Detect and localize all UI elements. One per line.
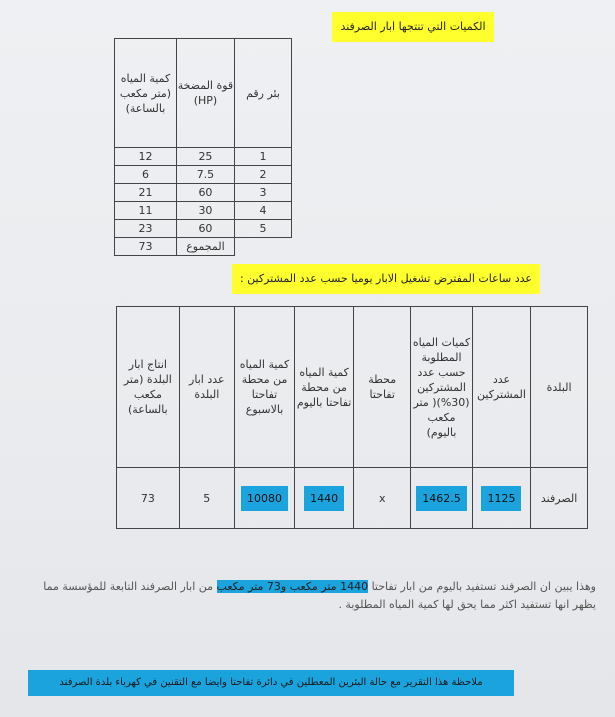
ops-cell-station: x (354, 468, 411, 529)
ops-header-well-count: عدد ابار البلدة (179, 307, 234, 468)
wells-table (114, 38, 292, 256)
paragraph-highlight: 1440 متر مكعب و73 متر مكعب (216, 580, 369, 593)
ops-cell-daily-from-station (295, 468, 354, 529)
wells-total-row (115, 238, 292, 256)
paragraph-part2: من ابار الصرفند التابعة للمؤسسة مما يظهر انها تستفيد اكثر مما يحق لها كمية المياه المطلوبة . (43, 580, 596, 611)
ops-cell-well-count: 5 (179, 468, 234, 529)
table-row (115, 166, 292, 184)
table-row (115, 184, 292, 202)
highlight-subscribers: 1125 (481, 486, 521, 511)
note-highlight (28, 670, 514, 696)
wells-header-well-number: بئر رقم (234, 39, 291, 148)
ops-header-wells-production: انتاج ابار البلدة (متر مكعب بالساعة) (117, 307, 180, 468)
operations-table (116, 306, 588, 529)
ops-cell-wells-production: 73 (117, 468, 180, 529)
section2-title: عدد ساعات المفترض تشغيل الابار يوميا حسب عدد المشتركين : (239, 272, 532, 285)
section2-title-highlight (232, 264, 540, 294)
paragraph-part1: وهذا يبين ان الصرفند تستفيد باليوم من ابار تفاحتا (368, 580, 596, 593)
wells-table-header-row (115, 39, 292, 148)
ops-header-required-water: كميات المياه المطلوبة حسب عدد المشتركين (30%)( متر مكعب باليوم) (411, 307, 472, 468)
ops-table-header-row (117, 307, 588, 468)
header-title: الكميات التي تنتجها ابار الصرفند (340, 20, 486, 33)
wells-header-water-quantity: كمية المياه (متر مكعب بالساعة) (115, 39, 177, 148)
ops-header-daily-from-station: كمية المياه من محطة تفاحتا باليوم (295, 307, 354, 468)
total-value: 73 (115, 238, 177, 256)
water-quantity: 6 (115, 166, 177, 184)
total-label: المجموع (176, 238, 234, 256)
water-quantity: 11 (115, 202, 177, 220)
table-row (115, 220, 292, 238)
table-row (115, 148, 292, 166)
water-quantity: 12 (115, 148, 177, 166)
ops-cell-weekly-from-station (234, 468, 294, 529)
pump-power: 30 (176, 202, 234, 220)
highlight-daily: 1440 (304, 486, 344, 511)
ops-cell-town: الصرفند (531, 468, 588, 529)
empty-cell (234, 238, 291, 256)
highlight-weekly: 10080 (241, 486, 288, 511)
header-title-highlight (332, 12, 494, 42)
ops-cell-required-water (411, 468, 472, 529)
ops-header-weekly-from-station: كمية المياه من محطة تفاحتا بالاسبوع (234, 307, 294, 468)
highlight-required-water: 1462.5 (416, 486, 467, 511)
note-text: ملاحظة هذا التقرير مع حالة البئرين المعطلين في دائرة تفاحتا وايضا مع التقنين في كهرباء بلدة الصرفند (59, 677, 483, 688)
pump-power: 25 (176, 148, 234, 166)
ops-header-town: البلدة (531, 307, 588, 468)
well-number: 3 (234, 184, 291, 202)
well-number: 1 (234, 148, 291, 166)
table-row (117, 468, 588, 529)
summary-paragraph (34, 578, 596, 614)
water-quantity: 23 (115, 220, 177, 238)
pump-power: 60 (176, 184, 234, 202)
pump-power: 60 (176, 220, 234, 238)
well-number: 2 (234, 166, 291, 184)
ops-cell-subscribers (472, 468, 530, 529)
water-quantity: 21 (115, 184, 177, 202)
table-row (115, 202, 292, 220)
well-number: 5 (234, 220, 291, 238)
pump-power: 7.5 (176, 166, 234, 184)
ops-header-station: محطة تفاحتا (354, 307, 411, 468)
ops-header-subscribers: عدد المشتركين (472, 307, 530, 468)
wells-header-pump-power: قوة المضخة (HP) (176, 39, 234, 148)
well-number: 4 (234, 202, 291, 220)
